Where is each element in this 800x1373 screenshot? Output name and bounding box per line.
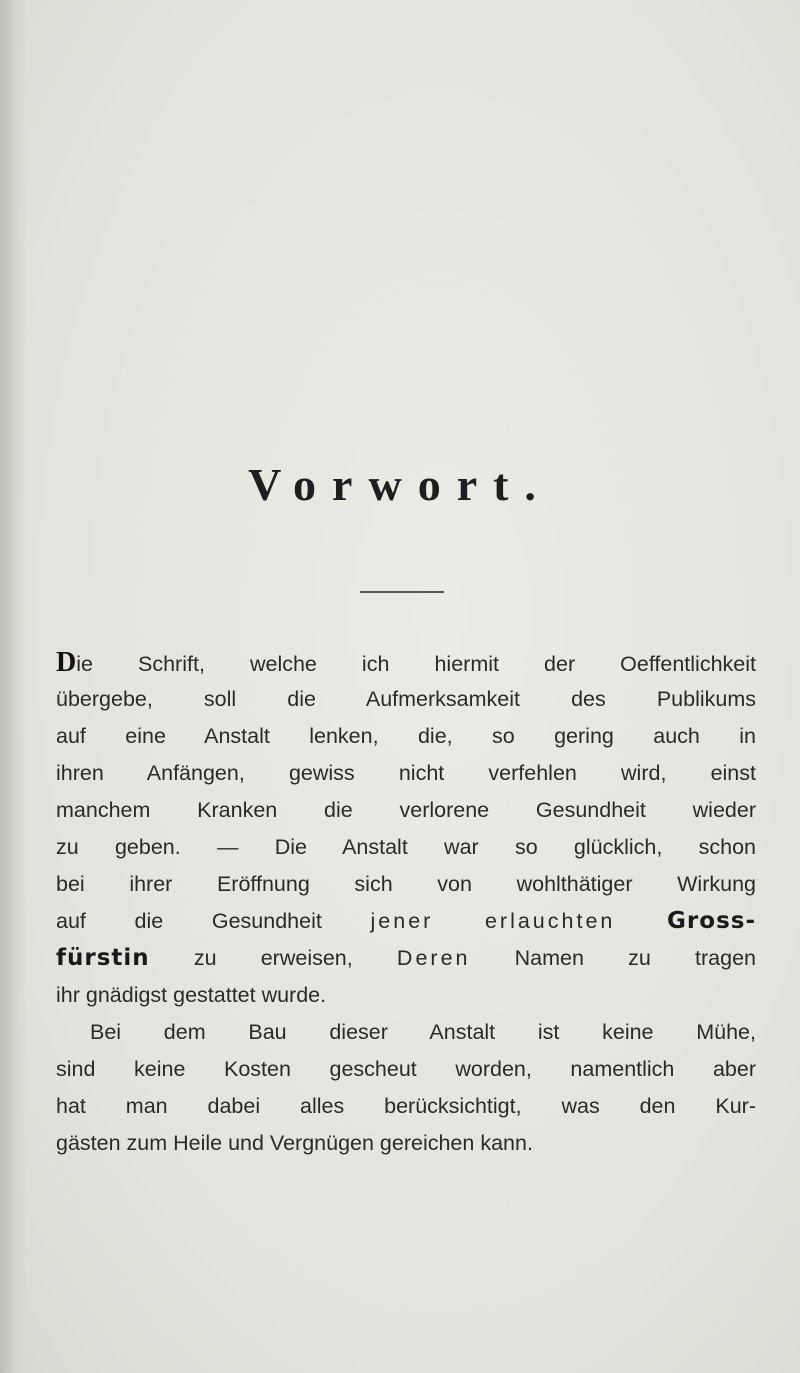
spaced-emphasis: jener erlauchten bbox=[370, 909, 616, 933]
text-line: ihren Anfängen, gewiss nicht verfehlen wird, einst bbox=[56, 761, 756, 785]
text-line: auf die Gesundheit jener erlauchten Gross- bbox=[56, 908, 757, 934]
text-line: übergebe, soll die Aufmerksamkeit des Publikums bbox=[56, 687, 756, 711]
text-line: Bei dem Bau dieser Anstalt ist keine Mühe, bbox=[90, 1020, 756, 1044]
text-line: hat man dabei alles berücksichtigt, was den Kur- bbox=[56, 1094, 756, 1118]
spaced-emphasis: Deren bbox=[396, 946, 471, 970]
text-line: bei ihrer Eröffnung sich von wohlthätiger Wirkung bbox=[56, 872, 756, 896]
text-line: auf eine Anstalt lenken, die, so gering auch in bbox=[56, 724, 756, 748]
text-line: zu geben. — Die Anstalt war so glücklich, schon bbox=[56, 835, 756, 859]
text-line: sind keine Kosten gescheut worden, namentlich aber bbox=[56, 1057, 756, 1081]
text-line: ihr gnädigst gestattet wurde. bbox=[56, 983, 327, 1007]
binding-shadow bbox=[0, 0, 28, 1373]
drop-cap: D bbox=[56, 647, 77, 678]
heading-rule bbox=[360, 591, 444, 593]
display-emphasis: fürstin bbox=[56, 945, 150, 971]
text-line: gästen zum Heile und Vergnügen gereichen kann. bbox=[56, 1131, 533, 1155]
text-line: fürstin zu erweisen, Deren Namen zu tragen bbox=[56, 945, 756, 971]
page-heading: Vorwort. bbox=[248, 459, 552, 510]
text-line: Die Schrift, welche ich hiermit der Oeffentlichkeit bbox=[56, 647, 756, 678]
body-text bbox=[56, 644, 756, 1162]
text-line: manchem Kranken die verlorene Gesundheit wieder bbox=[56, 798, 756, 822]
display-emphasis: Gross- bbox=[615, 908, 757, 934]
